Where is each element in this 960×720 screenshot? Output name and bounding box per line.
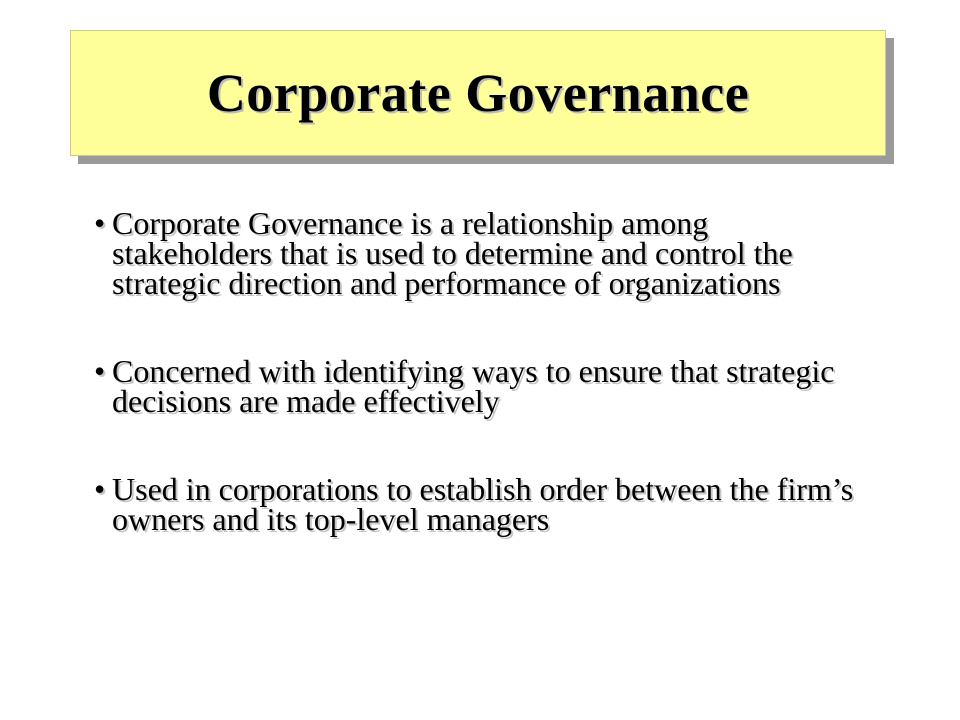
bullet-item bbox=[94, 471, 872, 537]
bullet-list bbox=[0, 205, 960, 537]
bullet-dot-icon: • bbox=[94, 205, 106, 241]
bullet-text: Corporate Governance is a relationship among stakeholders that is used to determine and control the strategic direction and performance of organizations bbox=[112, 205, 793, 301]
bullet-item bbox=[94, 353, 872, 419]
bullet-text: Used in corporations to establish order between the firm’s owners and its top-level managers bbox=[112, 471, 854, 537]
title-box bbox=[70, 30, 886, 156]
bullet-dot-icon: • bbox=[94, 353, 106, 389]
bullet-dot-icon: • bbox=[94, 471, 106, 507]
bullet-text: Concerned with identifying ways to ensure that strategic decisions are made effectively bbox=[112, 353, 835, 419]
bullet-item bbox=[94, 205, 872, 301]
slide-title: Corporate Governance bbox=[206, 63, 750, 123]
